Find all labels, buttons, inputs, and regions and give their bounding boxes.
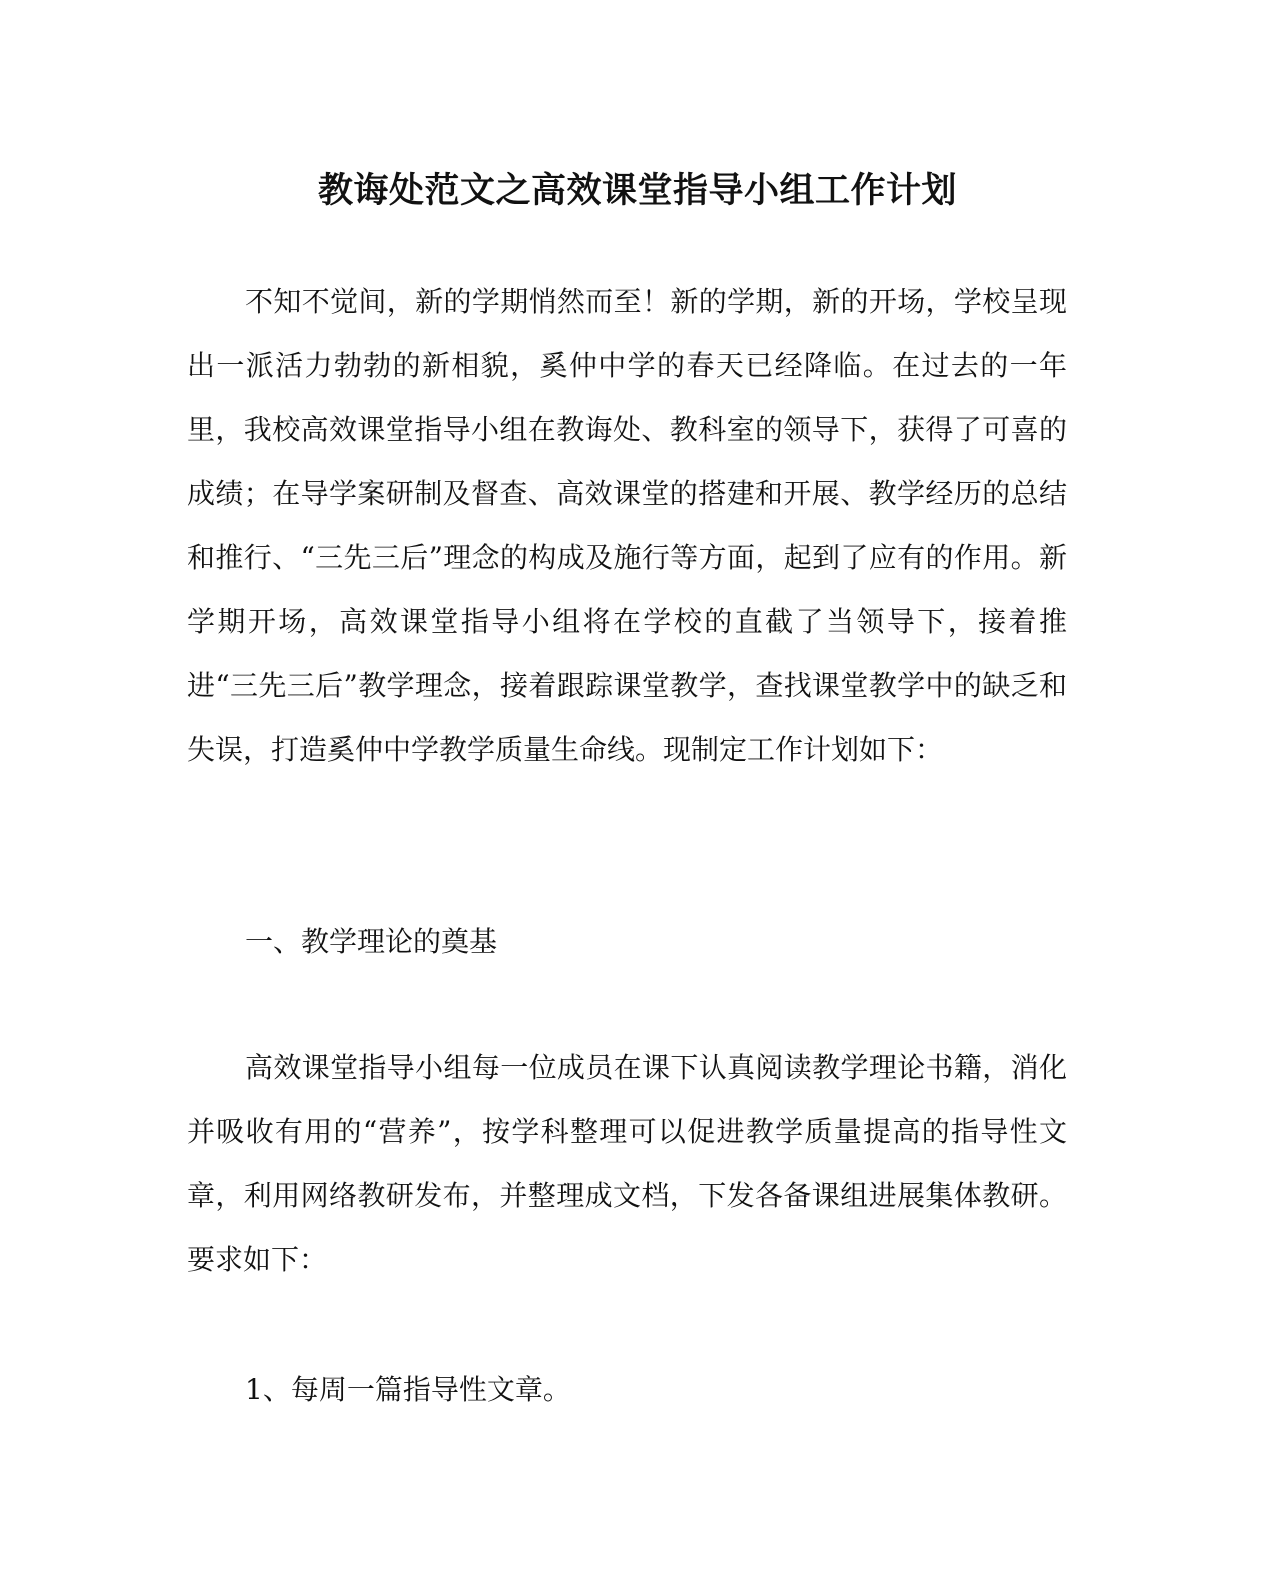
intro-paragraph: 不知不觉间，新的学期悄然而至！新的学期，新的开场，学校呈现出一派活力勃勃的新相貌，奚仲中学的春天已经降临。在过去的一年里，我校高效课堂指导小组在教诲处、教科室的领导下，获得了可喜的成绩；在导学案研制及督查、高效课堂的搭建和开展、教学经历的总结和推行、“三先三后”理念的构成及施行等方面，起到了应有的作用。新学期开场，高效课堂指导小组将在学校的直截了当领导下，接着推进“三先三后”教学理念，接着跟踪课堂教学，查找课堂教学中的缺乏和失误，打造奚仲中学教学质量生命线。现制定工作计划如下： bbox=[187, 285, 1067, 766]
section-body-paragraph: 高效课堂指导小组每一位成员在课下认真阅读教学理论书籍，消化并吸收有用的“营养”，按学科整理可以促进教学质量提高的指导性文章，利用网络教研发布，并整理成文档，下发各备课组进展集体教研。要求如下： bbox=[187, 1051, 1067, 1276]
list-item: 1、每周一篇指导性文章。 bbox=[245, 1373, 571, 1406]
section-heading: 一、教学理论的奠基 bbox=[245, 925, 498, 958]
document-title: 教诲处范文之高效课堂指导小组工作计划 bbox=[317, 170, 957, 211]
